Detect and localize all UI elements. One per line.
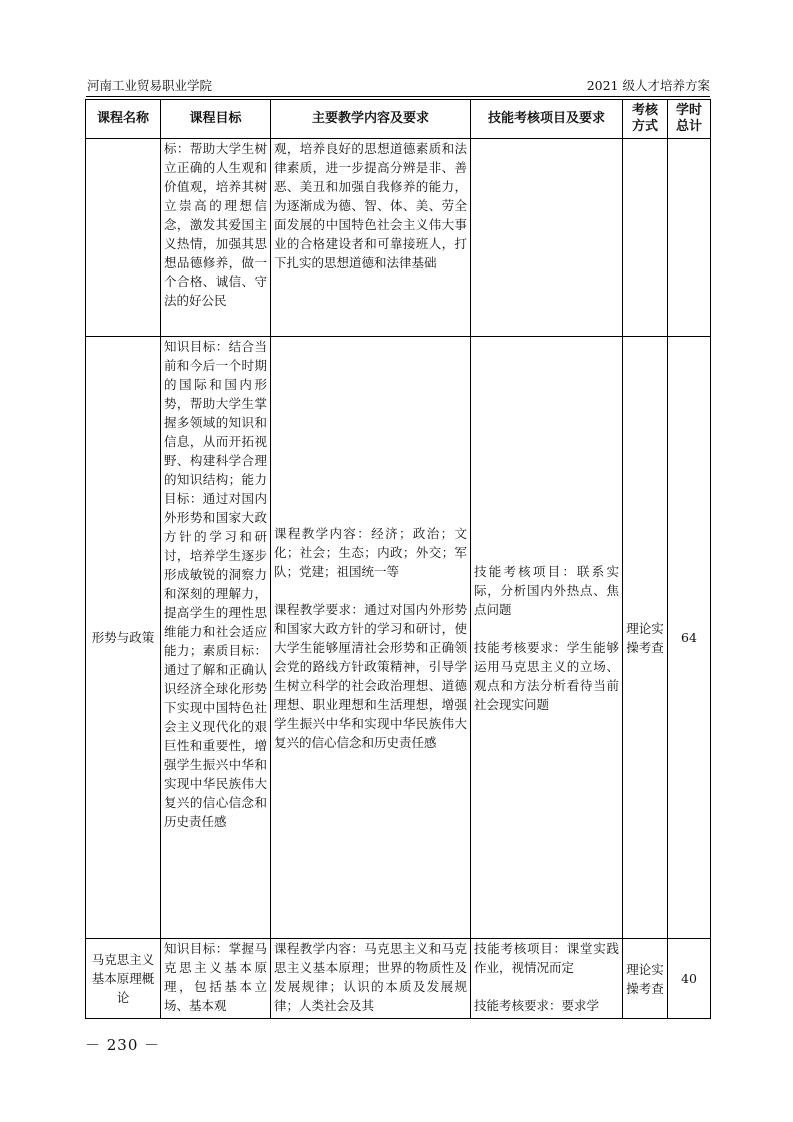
course-table [85, 99, 711, 1019]
course-name-cell: 形势与政策 [86, 337, 161, 939]
course-name-cell [86, 139, 161, 337]
total-hours-cell [668, 139, 711, 337]
table-header-row [86, 100, 711, 139]
skill-cell [471, 337, 623, 939]
table-row [86, 939, 711, 1019]
col-header-total-hours: 学时总计 [668, 100, 711, 139]
page-number: － 230 － [85, 1036, 161, 1054]
content-lecture-text: 课程教学内容：马克思主义和马克思主义基本原理；世界的物质性及发展规律；认识的本质及发展规律；人类社会及其 [274, 941, 467, 1013]
col-header-course-name: 课程名称 [86, 100, 161, 139]
skill-item-text: 技能考核项目：联系实际，分析国内外热点、焦点问题 [474, 563, 619, 617]
table-row [86, 337, 711, 939]
course-goal-cell: 标：帮助大学生树立正确的人生观和价值观，培养其树立崇高的理想信念，激发其爱国主义热情，加强其思想品德修养，做一个合格、诚信、守法的好公民 [161, 139, 271, 337]
header-rule [86, 96, 710, 97]
skill-cell [471, 139, 623, 337]
skill-requirement-text: 技能考核要求：学生能够运用马克思主义的立场、观点和方法分析看待当前社会现实问题 [474, 639, 619, 712]
course-goal-cell: 知识目标：掌握马克思主义基本原理，包括基本立场、基本观 [161, 939, 271, 1019]
table-row [86, 139, 711, 337]
exam-method-cell: 理论实操考查 [623, 939, 668, 1019]
content-cell [271, 139, 471, 337]
content-lecture-text: 课程教学内容：经济；政治；文化；社会；生态；内政；外交；军队；党建；祖国统一等 [274, 525, 467, 579]
content-cell [271, 337, 471, 939]
col-header-content: 主要教学内容及要求 [271, 100, 471, 139]
skill-cell [471, 939, 623, 1019]
total-hours-cell: 64 [668, 337, 711, 939]
total-hours-cell: 40 [668, 939, 711, 1019]
course-name-cell: 马克思主义基本原理概论 [86, 939, 161, 1019]
content-text: 观，培养良好的思想道德素质和法律素质，进一步提高分辨是非、善恶、美丑和加强自我修养的能力，为逐渐成为德、智、体、美、劳全面发展的中国特色社会主义伟大事业的合格建设者和可靠接班人，打下扎实的思想道德和法律基础 [274, 141, 467, 270]
content-requirement-text: 课程教学要求：通过对国内外形势和国家大政方针的学习和研讨，使大学生能够厘清社会形势和正确领会党的路线方针政策精神，引导学生树立科学的社会政治理想、道德理想、职业理想和生活理想，增强学生振兴中华和实现中华民族伟大复兴的信心信念和历史责任感 [274, 601, 467, 750]
header-institution: 河南工业贸易职业学院 [87, 78, 213, 93]
exam-method-cell [623, 139, 668, 337]
col-header-skill: 技能考核项目及要求 [471, 100, 623, 139]
col-header-exam-method: 考核方式 [623, 100, 668, 139]
exam-method-cell: 理论实操考查 [623, 337, 668, 939]
content-cell [271, 939, 471, 1019]
skill-requirement-text: 技能考核要求：要求学 [474, 998, 600, 1013]
header-plan-title: 2021 级人才培养方案 [586, 78, 710, 93]
skill-item-text: 技能考核项目：课堂实践作业，视情况而定 [474, 941, 619, 975]
col-header-course-goal: 课程目标 [161, 100, 271, 139]
course-goal-cell: 知识目标：结合当前和今后一个时期的国际和国内形势，帮助大学生掌握多领域的知识和信息，从而开拓视野、构建科学合理的知识结构；能力目标：通过对国内外形势和国家大政方针的学习和研讨，培养学生逐步形成敏锐的洞察力和深刻的理解力，提高学生的理性思维能力和社会适应能力；素质目标：通过了解和正确认识经济全球化形势下实现中国特色社会主义现代化的艰巨性和重要性，增强学生振兴中华和实现中华民族伟大复兴的信心信念和历史责任感 [161, 337, 271, 939]
